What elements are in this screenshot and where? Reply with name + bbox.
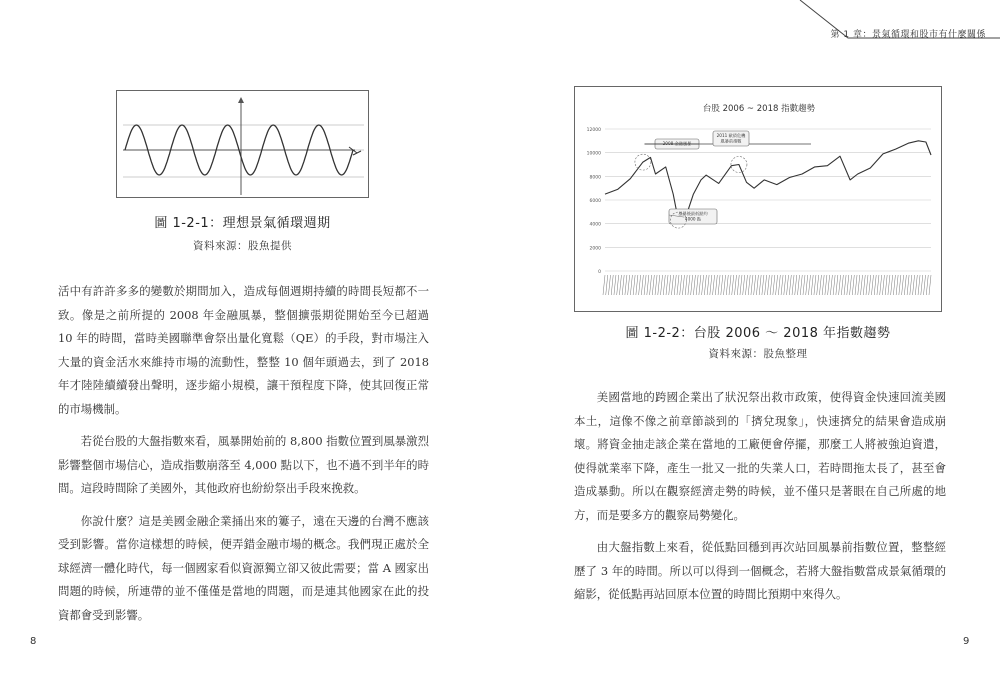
paragraph: 若從台股的大盤指數來看，風暴開始前的 8,800 指數位置到風暴激烈影響整個市場信心，造成指數崩落至 4,000 點以下，也不過不到半年的時間。這段時間除了美國外，其他政府也紛紛祭出手段來挽救。 [58,434,429,495]
annotation-trough-text: 4000 點 [684,216,702,222]
running-head: 第 1 章：景氣循環和股市有什麼關係 [830,30,986,40]
y-tick-label: 0 [598,270,601,275]
paragraph: 由大盤指數上來看，從低點回穩到再次站回風暴前指數位置，整整經歷了 3 年的時間。所以可以得到一個概念，若將大盤指數當成景氣循環的縮影，從低點再站回原本位置的時間比預期中來得久。 [574,540,946,601]
annotation-trough-text: 風暴後最低點約 [678,211,708,216]
figure-1-caption: 圖 1-2-1：理想景氣循環週期 [154,216,331,231]
y-tick-label: 12000 [586,128,601,133]
y-tick-label: 4000 [589,222,601,228]
x-tick-label [929,275,931,295]
paragraph: 美國當地的跨國企業出了狀況祭出救市政策，使得資金快速回流美國本土，這像不像之前章節談到的「擠兌現象」，快速擠兌的結果會造成崩壞。將資金抽走該企業在當地的工廠便會停擺，那麼工人將被強迫資遣，使得就業率下降，產生一批又一批的失業人口，若時間拖太長了，甚至會造成暴動。所以在觀察經濟走勢的時候，並不僅只是著眼在自己所處的地方，而是要多方的觀察局勢變化。 [574,390,946,522]
end-arrow-icon [349,147,361,155]
annotation-2011-text: 風暴前指數 [720,138,742,144]
figure-1-source: 資料來源：股魚提供 [193,240,292,252]
annotation-2011-text: 2011 歐債危機 [716,133,746,138]
y-tick-label: 6000 [589,199,601,204]
figure-2-box [574,86,942,312]
chart-title: 台股 2006 ~ 2018 指數趨勢 [702,104,816,114]
paragraph: 活中有許許多多的變數於期間加入，造成每個週期持續的時間長短都不一致。像是之前所提的 2008 年金融風暴，整個擴張期從開始至今已超過 10 年的時間，當時美國聯準會祭出量化寬鬆（QE）的手段，對市場注入大量的資金活水來維持市場的流動性，整整 10 個年頭過去，到了 2018 年才陸陸續續發出聲明，逐步縮小規模，讓干預程度下降，使其回復正常的市場機制。 [58,284,429,416]
page-number-left: 8 [30,636,37,647]
y-axis-arrow [238,97,244,103]
y-tick-label: 2000 [589,246,601,252]
y-tick-label: 10000 [586,151,601,157]
figure-2-source: 資料來源：股魚整理 [708,348,808,360]
page-number-right: 9 [963,636,970,647]
x-tick-label [926,275,928,295]
paragraph: 你說什麼？這是美國金融企業捅出來的簍子，遠在天邊的台灣不應該受到影響。當你這樣想的時候，便弄錯金融市場的概念。我們現正處於全球經濟一體化時代，每一個國家看似資源獨立卻又彼此需要；當 A 國家出問題的時候，所連帶的並不僅僅是當地的問題，而是連其他國家在此的投資都會受到影響。 [58,513,429,622]
cycle-chart [117,91,370,199]
right-body-text [574,386,946,616]
y-tick-label: 8000 [589,175,601,181]
figure-2-caption: 圖 1-2-2：台股 2006 ～ 2018 年指數趨勢 [625,326,891,341]
figure-1-box [116,90,369,198]
index-trend-chart [575,87,943,313]
left-body-text [58,280,429,636]
annotation-2008-text: 2008 金融風暴 [662,141,692,146]
